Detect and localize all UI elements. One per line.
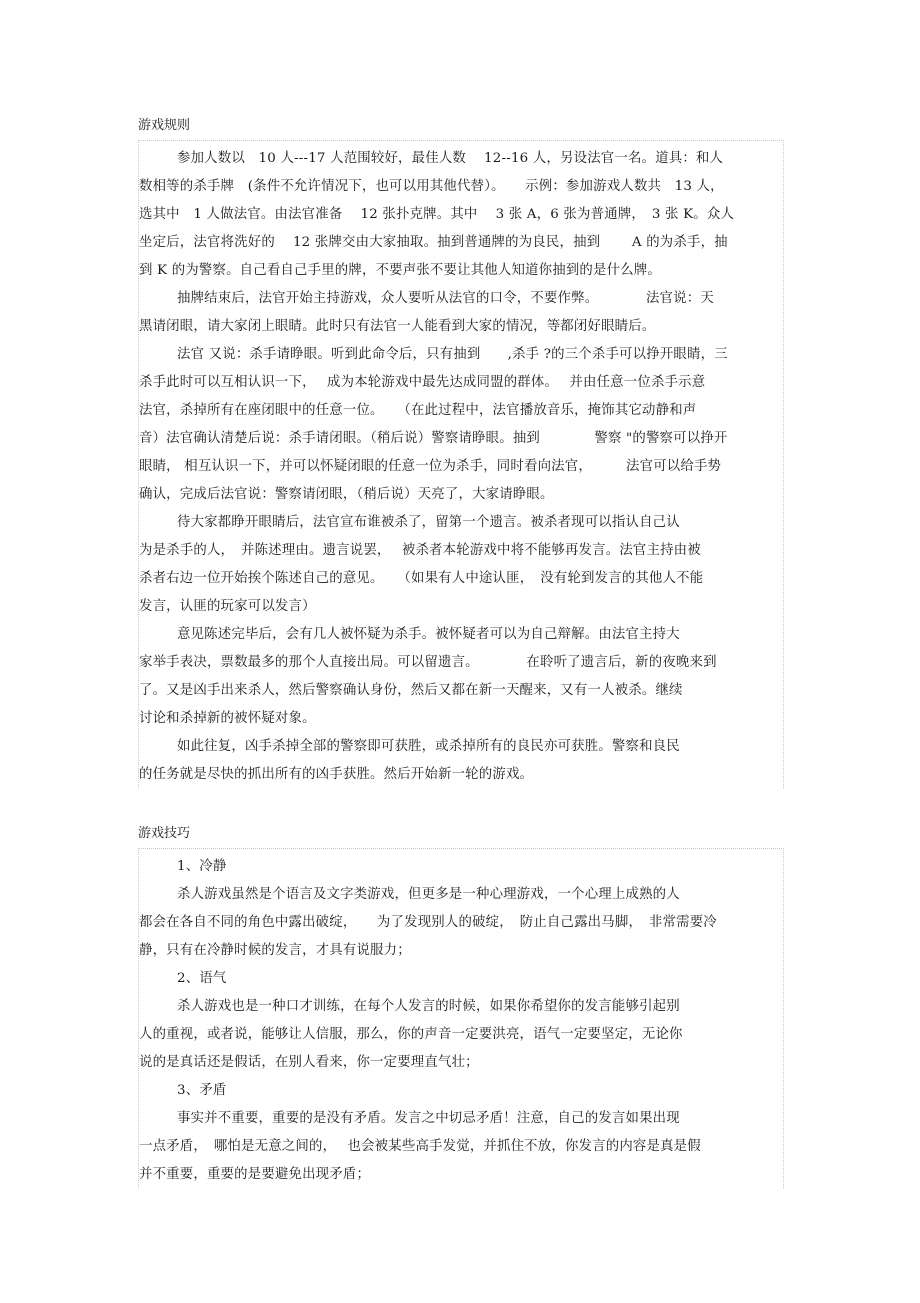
rules-line: 选其中 1 人做法官。由法官准备 12 张扑克牌。其中 3 张 A，6 张为普通牌， 3 张 K。众人: [139, 207, 735, 222]
rules-line: 的任务就是尽快的抓出所有的凶手获胜。然后开始新一轮的游戏。: [139, 767, 534, 782]
rules-line: 法官 又说：杀手请睁眼。听到此命令后，只有抽到 ,杀手 ?的三个杀手可以挣开眼睛，三: [177, 347, 728, 362]
rules-line: 家举手表决，票数最多的那个人直接出局。可以留遗言。 在聆听了遗言后，新的夜晚来到: [139, 655, 717, 670]
tips-line: 都会在各自不同的角色中露出破绽， 为了发现别人的破绽， 防止自己露出马脚， 非常需要冷: [139, 915, 717, 930]
tips-section: [138, 826, 784, 1189]
tips-title: 游戏技巧: [138, 826, 191, 841]
tips-heading: 1、冷静: [177, 859, 227, 874]
rules-title: 游戏规则: [138, 118, 191, 133]
rules-box: [138, 140, 784, 789]
rules-line: 参加人数以 10 人---17 人范围较好，最佳人数 12--16 人，另设法官一名。道具：和人: [177, 151, 724, 166]
rules-line: 法官，杀掉所有在座闭眼中的任意一位。 （在此过程中，法官播放音乐，掩饰其它动静和声: [139, 403, 697, 418]
rules-line: 抽牌结束后，法官开始主持游戏，众人要听从法官的口令，不要作弊。 法官说：天: [177, 291, 714, 306]
tips-line: 静，只有在冷静时候的发言，才具有说服力；: [139, 943, 411, 958]
tips-line: 人的重视，或者说，能够让人信服，那么，你的声音一定要洪亮，语气一定要坚定，无论你: [139, 1027, 683, 1042]
rules-line: 了。又是凶手出来杀人，然后警察确认身份，然后又都在新一天醒来，又有一人被杀。继续: [139, 683, 683, 698]
rules-line: 杀手此时可以互相认识一下， 成为本轮游戏中最先达成同盟的群体。 并由任意一位杀手示意: [139, 375, 706, 390]
rules-line: 眼睛， 相互认识一下，并可以怀疑闭眼的任意一位为杀手，同时看向法官， 法官可以给手势: [139, 459, 722, 474]
rules-line: 黑请闭眼，请大家闭上眼睛。此时只有法官一人能看到大家的情况，等都闭好眼睛后。: [139, 319, 656, 334]
rules-line: 意见陈述完毕后，会有几人被怀疑为杀手。被怀疑者可以为自己辩解。由法官主持大: [177, 627, 680, 642]
rules-line: 杀者右边一位开始挨个陈述自己的意见。 （如果有人中途认匪， 没有轮到发言的其他人不能: [139, 571, 704, 586]
tips-heading: 3、矛盾: [177, 1083, 227, 1098]
rules-line: 确认，完成后法官说：警察请闭眼，（稍后说）天亮了，大家请睁眼。: [139, 487, 554, 502]
tips-line: 并不重要，重要的是要避免出现矛盾；: [139, 1167, 371, 1182]
rules-line: 发言，认匪的玩家可以发言）: [139, 599, 316, 614]
rules-line: 待大家都睁开眼睛后，法官宣布谁被杀了，留第一个遗言。被杀者现可以指认自己认: [177, 515, 680, 530]
rules-line: 为是杀手的人， 并陈述理由。遗言说罢， 被杀者本轮游戏中将不能够再发言。法官主持由被: [139, 543, 701, 558]
rules-section: [138, 118, 784, 789]
rules-line: 到 K 的为警察。自己看自己手里的牌，不要声张不要让其他人知道你抽到的是什么牌。: [139, 263, 661, 278]
tips-box: [138, 848, 784, 1189]
tips-line: 事实并不重要，重要的是没有矛盾。发言之中切忌矛盾！注意，自己的发言如果出现: [177, 1111, 680, 1126]
tips-line: 杀人游戏也是一种口才训练，在每个人发言的时候，如果你希望你的发言能够引起别: [177, 999, 680, 1014]
rules-line: 坐定后，法官将洗好的 12 张牌交由大家抽取。抽到普通牌的为良民，抽到 A 的为杀手，抽: [139, 235, 728, 250]
rules-line: 如此往复，凶手杀掉全部的警察即可获胜，或杀掉所有的良民亦可获胜。警察和良民: [177, 739, 680, 754]
rules-line: 数相等的杀手牌 (条件不允许情况下，也可以用其他代替）。 示例：参加游戏人数共 13 人，: [139, 179, 724, 194]
tips-heading: 2、语气: [177, 971, 227, 986]
tips-line: 说的是真话还是假话，在别人看来，你一定要理直气壮；: [139, 1055, 479, 1070]
tips-line: 杀人游戏虽然是个语言及文字类游戏，但更多是一种心理游戏，一个心理上成熟的人: [177, 887, 680, 902]
rules-line: 音）法官确认清楚后说：杀手请闭眼。（稍后说）警察请睁眼。抽到 警察 "的警察可以挣开: [139, 431, 728, 446]
tips-line: 一点矛盾， 哪怕是无意之间的， 也会被某些高手发觉，并抓住不放，你发言的内容是真是假: [139, 1139, 701, 1154]
rules-line: 讨论和杀掉新的被怀疑对象。: [139, 711, 316, 726]
